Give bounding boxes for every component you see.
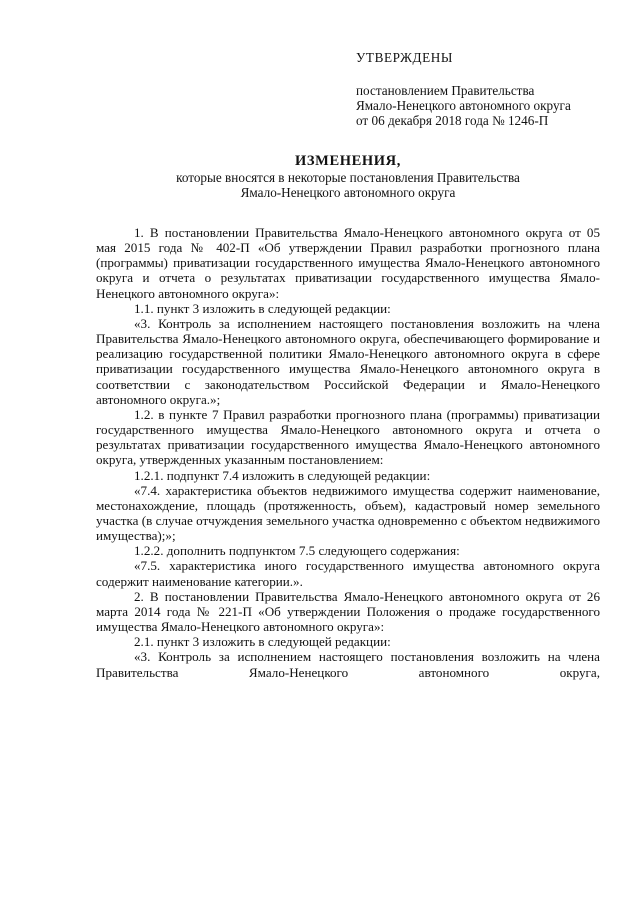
document-title: ИЗМЕНЕНИЯ, [295,153,401,169]
document-heading [96,154,600,200]
paragraph: 1.2.2. дополнить подпунктом 7.5 следующего содержания: [134,543,460,559]
approval-line: от 06 декабря 2018 года № 1246-П [356,113,549,128]
paragraph: 1.2. в пункте 7 Правил разработки прогнозного плана (программы) приватизации государственного имущества Ямало-Ненецкого автономного округа и отчета о результатах приватизации государственного имущества Ямало-Ненецкого автономного округа, утвержденных указанным постановлением: [96,406,600,468]
paragraph: 1.1. пункт 3 изложить в следующей редакции: [134,300,391,316]
document-subtitle: Ямало-Ненецкого автономного округа [240,185,456,200]
paragraph: «3. Контроль за исполнением настоящего постановления возложить на члена Правительства Ямало-Ненецкого автономного округа, обеспечивающего формирование и реализацию государственной политики Ямало-Ненецкого автономного округа в сфере приватизации государственного имущества Ямало-Ненецкого автономного округа в соответствии с законодательством Российской Федерации и Ямало-Ненецкого автономного округа.»; [96,315,600,407]
paragraph: «3. Контроль за исполнением настоящего постановления возложить на члена Правительства Ямало-Ненецкого автономного округа, [96,649,600,680]
paragraph: «7.5. характеристика иного государственного имущества автономного округа содержит наименование категории.». [96,558,600,589]
paragraph: 2.1. пункт 3 изложить в следующей редакции: [134,634,391,650]
paragraph: 1.2.1. подпункт 7.4 изложить в следующей редакции: [134,467,431,483]
approval-block [356,50,616,128]
approval-line: Ямало-Ненецкого автономного округа [356,98,571,113]
paragraph: «7.4. характеристика объектов недвижимого имущества содержит наименование, местонахождение, площадь (протяженность, объем), кадастровый номер земельного участка (в случае отчуждения земельного участка одновременно с объектом недвижимого имущества);»; [96,482,600,544]
approval-line: постановлением Правительства [356,83,535,98]
document-body [96,225,600,680]
document-subtitle: которые вносятся в некоторые постановления Правительства [176,170,520,185]
paragraph: 1. В постановлении Правительства Ямало-Ненецкого автономного округа от 05 мая 2015 года № 402-П «Об утверждении Правил разработки прогнозного плана (программы) приватизации государственного имущества Ямало-Ненецкого автономного округа и отчета о результатах приватизации государственного имущества Ямало-Ненецкого автономного округа»: [96,225,600,301]
paragraph: 2. В постановлении Правительства Ямало-Ненецкого автономного округа от 26 марта 2014 года № 221-П «Об утверждении Положения о продаже государственного имущества Ямало-Ненецкого автономного округа»: [96,588,600,635]
approval-stamp-title: УТВЕРЖДЕНЫ [356,50,454,65]
